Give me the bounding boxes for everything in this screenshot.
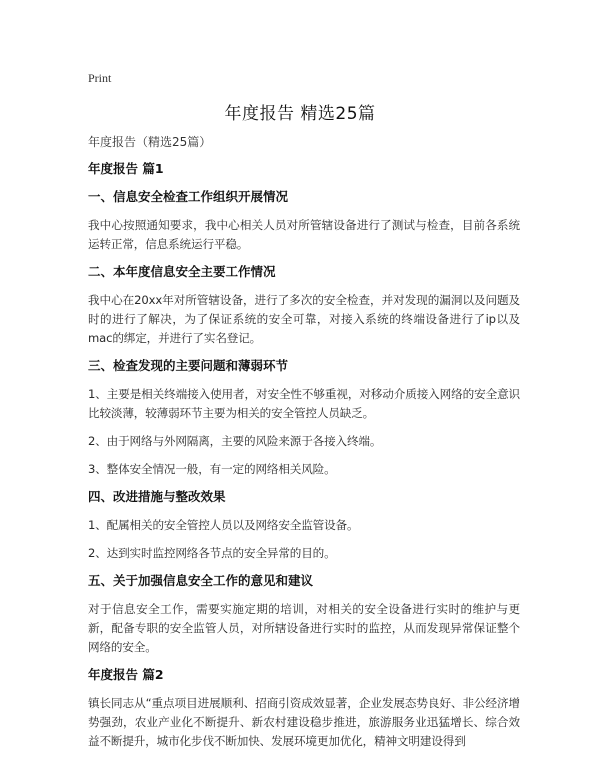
- chapter-heading-1: 年度报告 篇1: [88, 161, 164, 176]
- section-4-item-1: 1、配属相关的安全管控人员以及网络安全监管设备。: [88, 518, 359, 532]
- section-heading-3: 三、检查发现的主要问题和薄弱环节: [88, 358, 289, 373]
- section-3-item-3: 3、整体安全情况一般，有一定的网络相关风险。: [88, 462, 336, 476]
- section-3-item-2: 2、由于网络与外网隔离，主要的风险来源于各接入终端。: [88, 434, 382, 448]
- document-body: [88, 133, 520, 760]
- document-subtitle: 年度报告（精选25篇）: [88, 135, 212, 149]
- chapter-2-paragraph: 镇长同志从“重点项目进展顺利、招商引资成效显著，企业发展态势良好、非公经济增势强劲，农业产业化不断提升、新农村建设稳步推进，旅游服务业迅猛增长、综合效益不断提升，城市化步伐不断加快、发展环境更加优化，精神文明建设得到: [88, 696, 520, 748]
- section-heading-1: 一、信息安全检查工作组织开展情况: [88, 189, 289, 204]
- section-1-paragraph: 我中心按照通知要求，我中心相关人员对所管辖设备进行了测试与检查，目前各系统运转正常，信息系统运行平稳。: [88, 218, 520, 251]
- section-2-paragraph: 我中心在20xx年对所管辖设备，进行了多次的安全检查，并对发现的漏洞以及问题及时的进行了解决，为了保证系统的安全可靠，对接入系统的终端设备进行了ip以及mac的绑定，并进行了实名登记。: [88, 293, 520, 345]
- chapter-heading-2: 年度报告 篇2: [88, 667, 164, 682]
- section-5-paragraph: 对于信息安全工作，需要实施定期的培训，对相关的安全设备进行实时的维护与更新，配备专职的安全监管人员，对所辖设备进行实时的监控，从而发现异常保证整个网络的安全。: [88, 602, 520, 654]
- section-heading-5: 五、关于加强信息安全工作的意见和建议: [88, 573, 314, 588]
- section-heading-2: 二、本年度信息安全主要工作情况: [88, 264, 276, 279]
- document-title: 年度报告 精选25篇: [224, 104, 376, 124]
- print-label: Print: [88, 71, 112, 85]
- section-3-item-1: 1、主要是相关终端接入使用者，对安全性不够重视，对移动介质接入网络的安全意识比较淡薄，较薄弱环节主要为相关的安全管控人员缺乏。: [88, 387, 520, 420]
- section-heading-4: 四、改进措施与整改效果: [88, 489, 226, 504]
- section-4-item-2: 2、达到实时监控网络各节点的安全异常的目的。: [88, 546, 336, 560]
